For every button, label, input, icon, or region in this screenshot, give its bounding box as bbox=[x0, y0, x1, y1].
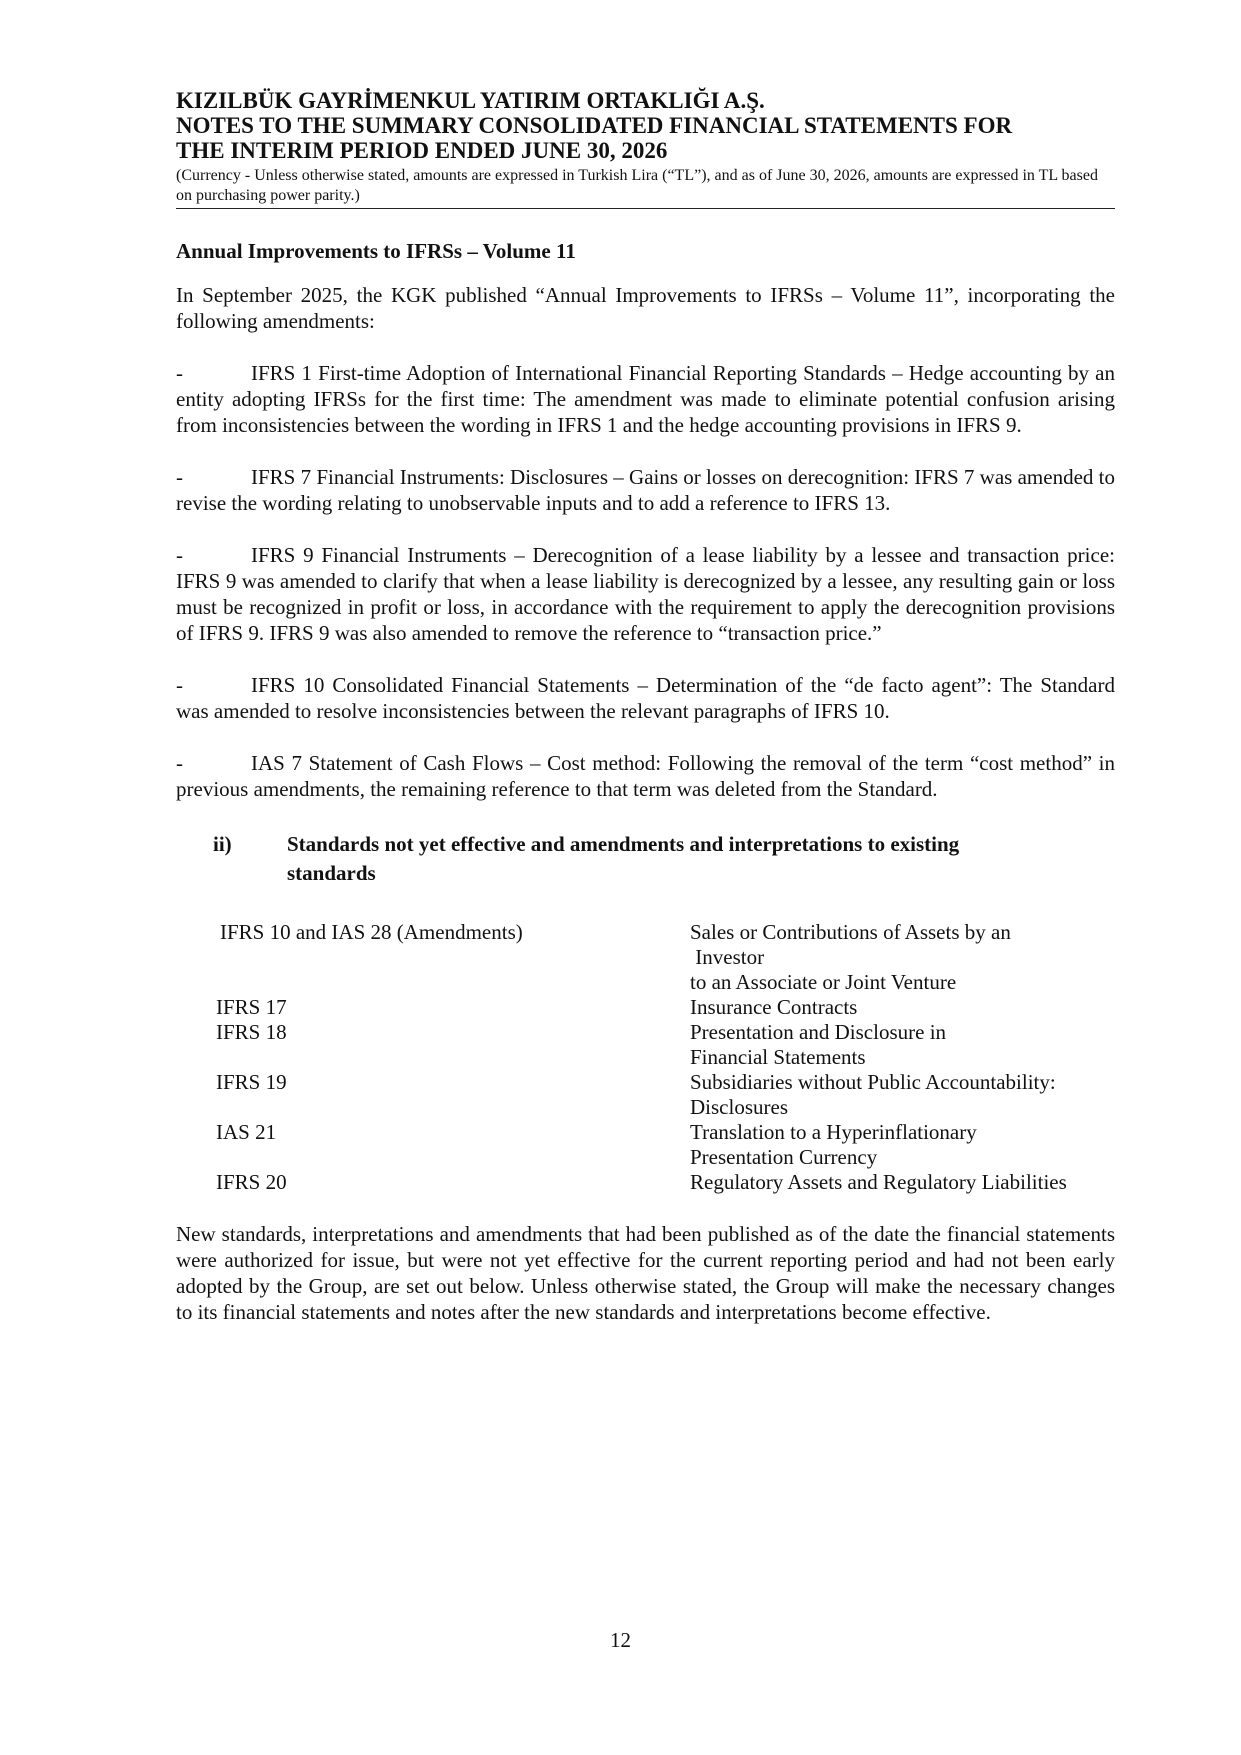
section-intro: In September 2025, the KGK published “Annual Improvements to IFRSs – Volume 11”, incorporating the following amendments: bbox=[176, 283, 1115, 333]
table-row bbox=[216, 1170, 1100, 1195]
dash-marker: - bbox=[176, 361, 183, 385]
standard-code: IAS 21 bbox=[216, 1120, 277, 1144]
amendment-item bbox=[176, 750, 1115, 802]
description-line: Subsidiaries without Public Accountability: bbox=[690, 1070, 1056, 1094]
header-divider bbox=[176, 208, 1115, 209]
dash-marker: - bbox=[176, 673, 183, 697]
amendment-text: IFRS 9 Financial Instruments – Derecognition of a lease liability by a lessee and transaction price: IFRS 9 was amended to clarify that when a lease liability is derecognized by a lessee, any resulting gain or loss must be recognized in profit or loss, in accordance with the requirement to apply the derecognition provisions of IFRS 9. IFRS 9 was also amended to remove the reference to “transaction price.” bbox=[176, 543, 1115, 645]
table-row bbox=[216, 1120, 1100, 1170]
section-title: Annual Improvements to IFRSs – Volume 11 bbox=[176, 239, 576, 263]
table-row bbox=[216, 1070, 1100, 1120]
subsection-number: ii) bbox=[213, 832, 232, 856]
standard-description bbox=[690, 1120, 1100, 1170]
dash-marker: - bbox=[176, 543, 183, 567]
standard-code: IFRS 17 bbox=[216, 995, 287, 1019]
description-line: Disclosures bbox=[690, 1095, 788, 1119]
description-line: Regulatory Assets and Regulatory Liabilities bbox=[690, 1170, 1067, 1194]
company-name: KIZILBÜK GAYRİMENKUL YATIRIM ORTAKLIĞI A.Ş. bbox=[176, 88, 765, 113]
amendment-text: IFRS 7 Financial Instruments: Disclosures – Gains or losses on derecognition: IFRS 7 was amended to revise the wording relating to unobservable inputs and to add a reference to IFRS 13. bbox=[176, 465, 1115, 515]
header-title-line-2: THE INTERIM PERIOD ENDED JUNE 30, 2026 bbox=[176, 138, 668, 163]
description-line: Sales or Contributions of Assets by an bbox=[690, 920, 1011, 944]
amendment-item bbox=[176, 464, 1115, 516]
amendment-item bbox=[176, 360, 1115, 438]
page-number: 12 bbox=[610, 1628, 631, 1652]
table-row bbox=[216, 995, 1100, 1020]
table-row bbox=[216, 920, 1100, 995]
standard-code: IFRS 18 bbox=[216, 1020, 287, 1044]
standard-code: IFRS 19 bbox=[216, 1070, 287, 1094]
header-title-line-1: NOTES TO THE SUMMARY CONSOLIDATED FINANCIAL STATEMENTS FOR bbox=[176, 113, 1013, 138]
closing-paragraph: New standards, interpretations and amendments that had been published as of the date the financial statements were authorized for issue, but were not yet effective for the current reporting period and had not been early adopted by the Group, are set out below. Unless otherwise stated, the Group will make the necessary changes to its financial statements and notes after the new standards and interpretations become effective. bbox=[176, 1222, 1115, 1324]
standard-code: IFRS 10 and IAS 28 (Amendments) bbox=[220, 920, 523, 944]
description-line: Presentation Currency bbox=[690, 1145, 878, 1169]
description-line: Financial Statements bbox=[690, 1045, 866, 1069]
currency-note: (Currency - Unless otherwise stated, amounts are expressed in Turkish Lira (“TL”), and as of June 30, 2026, amounts are expressed in TL based on purchasing power parity.) bbox=[176, 167, 1098, 204]
subsection-heading bbox=[213, 830, 1115, 888]
amendment-text: IFRS 1 First-time Adoption of International Financial Reporting Standards – Hedge accounting by an entity adopting IFRSs for the first time: The amendment was made to eliminate potential confusion arising from inconsistencies between the wording in IFRS 1 and the hedge accounting provisions in IFRS 9. bbox=[176, 361, 1115, 437]
amendment-item bbox=[176, 672, 1115, 724]
standard-description bbox=[690, 1070, 1100, 1120]
standards-table bbox=[216, 920, 1100, 1195]
description-line: Translation to a Hyperinflationary bbox=[690, 1120, 977, 1144]
description-line: Investor bbox=[690, 945, 765, 969]
dash-marker: - bbox=[176, 751, 183, 775]
amendments-list bbox=[176, 360, 1115, 802]
table-row bbox=[216, 1020, 1100, 1070]
amendment-item bbox=[176, 542, 1115, 646]
standard-description bbox=[690, 1020, 1100, 1070]
document-page bbox=[176, 88, 1115, 1325]
standard-description bbox=[690, 995, 1100, 1020]
standard-description bbox=[690, 920, 1100, 995]
amendment-text: IAS 7 Statement of Cash Flows – Cost method: Following the removal of the term “cost method” in previous amendments, the remaining reference to that term was deleted from the Standard. bbox=[176, 751, 1115, 801]
description-line: to an Associate or Joint Venture bbox=[690, 970, 957, 994]
description-line: Insurance Contracts bbox=[690, 995, 858, 1019]
standard-description bbox=[690, 1170, 1100, 1195]
description-line: Presentation and Disclosure in bbox=[690, 1020, 947, 1044]
page-header bbox=[176, 88, 1115, 209]
subsection-title: Standards not yet effective and amendments and interpretations to existing standards bbox=[287, 832, 960, 885]
amendment-text: IFRS 10 Consolidated Financial Statements – Determination of the “de facto agent”: The Standard was amended to resolve inconsistencies between the relevant paragraphs of IFRS 10. bbox=[176, 673, 1115, 723]
standard-code: IFRS 20 bbox=[216, 1170, 287, 1194]
dash-marker: - bbox=[176, 465, 183, 489]
